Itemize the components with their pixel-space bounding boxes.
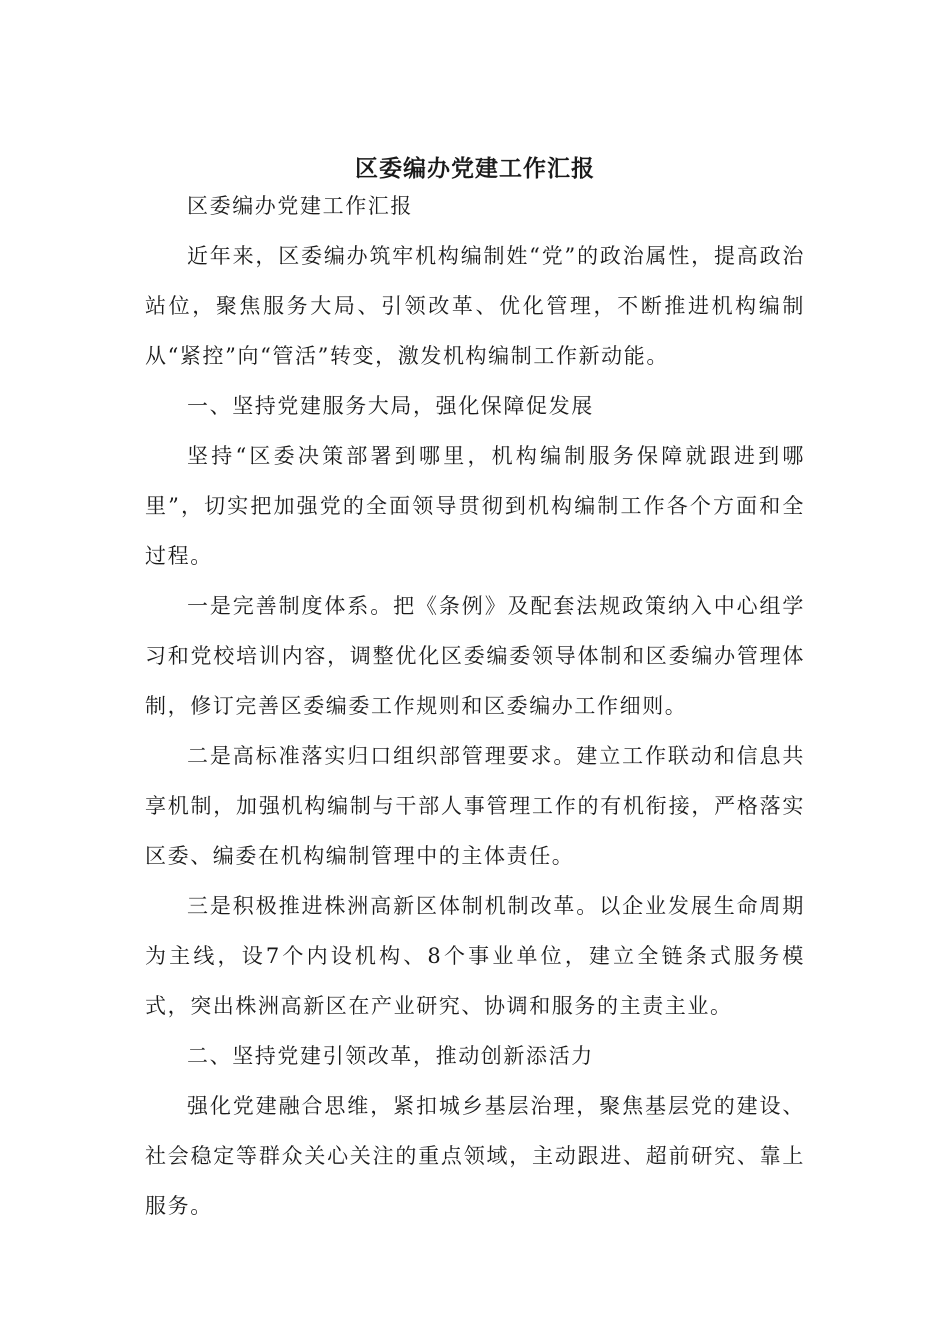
section-heading-2: 二、坚持党建引领改革，推动创新添活力	[187, 1044, 594, 1068]
document-title: 区委编办党建工作汇报	[355, 155, 595, 183]
document-body	[145, 181, 805, 1231]
paragraph: 三是积极推进株洲高新区体制机制改革。以企业发展生命周期为主线，设7个内设机构、8个事业单位，建立全链条式服务模式，突出株洲高新区在产业研究、协调和服务的主责主业。	[145, 894, 805, 1018]
paragraph-subtitle: 区委编办党建工作汇报	[187, 194, 413, 218]
paragraph: 坚持“区委决策部署到哪里，机构编制服务保障就跟进到哪里”，切实把加强党的全面领导贯彻到机构编制工作各个方面和全过程。	[145, 444, 805, 568]
paragraph-intro: 近年来，区委编办筑牢机构编制姓“党”的政治属性，提高政治站位，聚焦服务大局、引领改革、优化管理，不断推进机构编制从“紧控”向“管活”转变，激发机构编制工作新动能。	[145, 244, 805, 368]
paragraph: 强化党建融合思维，紧扣城乡基层治理，聚焦基层党的建设、社会稳定等群众关心关注的重点领域，主动跟进、超前研究、靠上服务。	[145, 1094, 805, 1218]
section-heading-1: 一、坚持党建服务大局，强化保障促发展	[187, 394, 594, 418]
paragraph: 一是完善制度体系。把《条例》及配套法规政策纳入中心组学习和党校培训内容，调整优化区委编委领导体制和区委编办管理体制，修订完善区委编委工作规则和区委编办工作细则。	[145, 594, 805, 718]
paragraph: 二是高标准落实归口组织部管理要求。建立工作联动和信息共享机制，加强机构编制与干部人事管理工作的有机衔接，严格落实区委、编委在机构编制管理中的主体责任。	[145, 744, 805, 868]
